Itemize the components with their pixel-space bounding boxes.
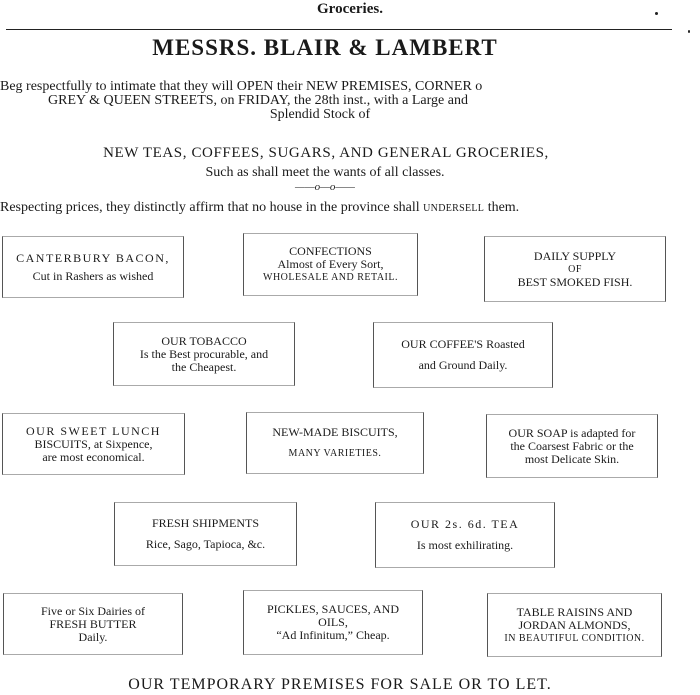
box-line: MANY VARIETIES. bbox=[288, 448, 382, 459]
box-line: PICKLES, SAUCES, AND bbox=[266, 602, 400, 616]
box-pickles-sauces bbox=[243, 590, 423, 655]
box-line: TABLE RAISINS AND bbox=[516, 604, 633, 619]
box-raisins-almonds bbox=[487, 593, 662, 657]
prices-text: Respecting prices, they distinctly affirm that no house in the province shall bbox=[0, 200, 420, 215]
box-line: OUR 2s. 6d. TEA bbox=[410, 517, 520, 531]
box-line: OUR SWEET LUNCH bbox=[26, 423, 161, 438]
box-line: Five or Six Dairies of bbox=[41, 603, 145, 618]
box-fresh-butter bbox=[3, 593, 183, 655]
ornamental-divider: ——o—o—— bbox=[295, 181, 355, 193]
box-sweet-lunch bbox=[2, 413, 185, 475]
wants-line: Such as shall meet the wants of all classes. bbox=[205, 165, 445, 180]
box-line: Daily. bbox=[78, 629, 108, 644]
box-line: most Delicate Skin. bbox=[524, 451, 620, 466]
box-line: OF bbox=[568, 263, 582, 275]
box-line: NEW-MADE BISCUITS, bbox=[272, 425, 398, 439]
box-line: “Ad Infinitum,” Cheap. bbox=[276, 628, 390, 642]
box-tea bbox=[375, 502, 555, 568]
prices-line bbox=[0, 200, 519, 216]
header-rule bbox=[6, 29, 672, 30]
box-smoked-fish bbox=[484, 236, 666, 302]
box-line: the Coarsest Fabric or the bbox=[510, 438, 634, 453]
box-line: CONFECTIONS bbox=[289, 244, 372, 258]
intro-line-3: Splendid Stock of bbox=[269, 107, 371, 122]
box-new-made-biscuits bbox=[246, 412, 424, 474]
box-line: Cut in Rashers as wished bbox=[32, 268, 154, 283]
box-canterbury-bacon bbox=[2, 236, 184, 298]
prices-undersell: UNDERSELL bbox=[423, 203, 485, 214]
box-line: WHOLESALE AND RETAIL. bbox=[263, 272, 398, 283]
box-line: BISCUITS, at Sixpence, bbox=[34, 436, 153, 451]
box-line: OUR TOBACCO bbox=[161, 333, 247, 348]
stock-heading: NEW TEAS, COFFEES, SUGARS, AND GENERAL GROCERIES, bbox=[103, 145, 549, 161]
intro-line-2: GREY & QUEEN STREETS, on FRIDAY, the 28th inst., with a Large and bbox=[48, 93, 468, 108]
ink-speck bbox=[688, 30, 690, 33]
ink-speck bbox=[655, 12, 658, 15]
box-line: and Ground Daily. bbox=[418, 358, 508, 372]
box-line: OUR SOAP is adapted for bbox=[508, 425, 636, 440]
section-header: Groceries. bbox=[317, 1, 383, 17]
box-soap bbox=[486, 414, 658, 478]
box-line: IN BEAUTIFUL CONDITION. bbox=[504, 632, 645, 644]
box-line: DAILY SUPPLY bbox=[533, 248, 617, 263]
box-line: OUR COFFEE'S Roasted bbox=[401, 337, 525, 351]
box-line: Is the Best procurable, and bbox=[139, 346, 269, 361]
box-line: CANTERBURY BACON, bbox=[16, 250, 170, 265]
footer-line: OUR TEMPORARY PREMISES FOR SALE OR TO LET. bbox=[128, 676, 552, 693]
box-line: OILS, bbox=[318, 615, 348, 629]
firm-name: MESSRS. BLAIR & LAMBERT bbox=[152, 35, 498, 60]
prices-end: them. bbox=[487, 200, 520, 215]
box-line: FRESH SHIPMENTS bbox=[151, 516, 260, 530]
box-line: Almost of Every Sort, bbox=[277, 257, 384, 271]
intro-line-1: Beg respectfully to intimate that they will OPEN their NEW PREMISES, CORNER o bbox=[0, 79, 483, 94]
box-tobacco bbox=[113, 322, 295, 386]
box-line: the Cheapest. bbox=[171, 359, 237, 374]
box-line: Rice, Sago, Tapioca, &c. bbox=[145, 537, 266, 551]
box-line: BEST SMOKED FISH. bbox=[517, 274, 633, 289]
box-line: Is most exhilirating. bbox=[416, 538, 514, 552]
box-confections bbox=[243, 233, 418, 296]
box-fresh-shipments bbox=[114, 502, 297, 566]
box-line: FRESH BUTTER bbox=[49, 616, 137, 631]
box-coffees bbox=[373, 322, 553, 388]
box-line: are most economical. bbox=[42, 449, 145, 464]
box-line: JORDAN ALMONDS, bbox=[518, 617, 631, 632]
